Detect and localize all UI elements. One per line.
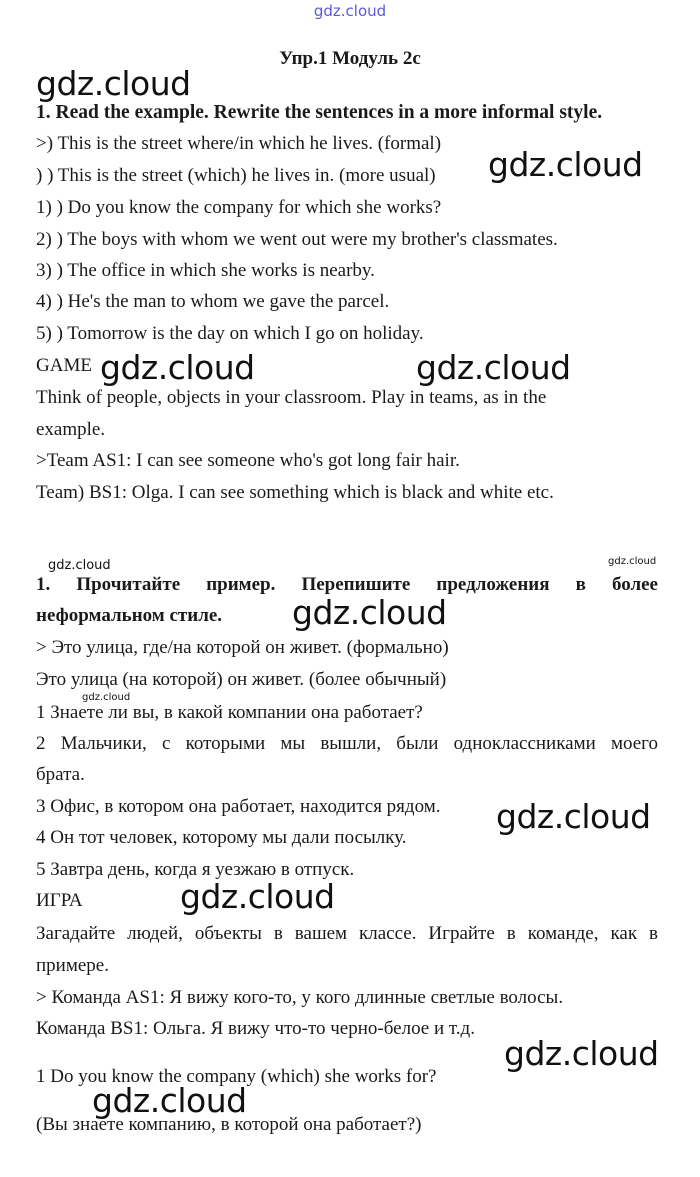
watermark: gdz.cloud: [608, 556, 657, 567]
watermark: gdz.cloud: [292, 593, 447, 632]
english-item-4: 4) ) He's the man to whom we gave the parcel.: [36, 291, 390, 312]
watermark: gdz.cloud: [416, 348, 571, 387]
russian-item-2-line-2: брата.: [36, 764, 85, 785]
watermark: gdz.cloud: [504, 1034, 659, 1073]
watermark: gdz.cloud: [100, 348, 255, 387]
russian-item-3: 3 Офис, в котором она работает, находится рядом.: [36, 796, 441, 817]
russian-item-4: 4 Он тот человек, которому мы дали посылку.: [36, 827, 407, 848]
russian-team-a: > Команда AS1: Я вижу кого-то, у кого длинные светлые волосы.: [36, 987, 564, 1008]
russian-game-instruction-line-1: Загадайте людей, объекты в вашем классе. Играйте в команде, как в: [36, 923, 658, 944]
russian-item-1: 1 Знаете ли вы, в какой компании она работает?: [36, 702, 423, 723]
english-team-a: >Team AS1: I can see someone who's got long fair hair.: [36, 450, 460, 471]
watermark: gdz.cloud: [82, 692, 131, 703]
english-item-3: 3) ) The office in which she works is nearby.: [36, 260, 375, 281]
russian-heading-line-2: неформальном стиле.: [36, 605, 223, 626]
russian-game-label: ИГРА: [36, 890, 83, 911]
russian-item-5: 5 Завтра день, когда я уезжаю в отпуск.: [36, 859, 355, 880]
watermark: gdz.cloud: [92, 1081, 247, 1120]
russian-game-instruction-line-2: примере.: [36, 955, 109, 976]
russian-example-formal: > Это улица, где/на которой он живет. (формально): [36, 637, 449, 658]
top-watermark: gdz.cloud: [313, 2, 387, 20]
english-example-usual: ) ) This is the street (which) he lives in. (more usual): [36, 165, 436, 186]
russian-heading-line-1: 1. Прочитайте пример. Перепишите предложения в более: [36, 574, 658, 595]
watermark: gdz.cloud: [488, 145, 643, 184]
english-item-2: 2) ) The boys with whom we went out were my brother's classmates.: [36, 229, 558, 250]
russian-team-b: Команда BS1: Ольга. Я вижу что-то черно-белое и т.д.: [36, 1018, 475, 1039]
page-title: Упр.1 Модуль 2c: [279, 48, 421, 69]
russian-item-2-line-1: 2 Мальчики, с которыми мы вышли, были одноклассниками моего: [36, 733, 658, 754]
english-game-instruction-line-2: example.: [36, 419, 106, 440]
watermark: gdz.cloud: [180, 877, 335, 916]
english-game-instruction-line-1: Think of people, objects in your classroom. Play in teams, as in the: [36, 387, 547, 408]
answer-russian: (Вы знаете компанию, в которой она работает?): [36, 1114, 422, 1135]
watermark: gdz.cloud: [496, 797, 651, 836]
answer-english: 1 Do you know the company (which) she works for?: [36, 1066, 437, 1087]
english-example-formal: >) This is the street where/in which he lives. (formal): [36, 133, 442, 154]
english-heading: 1. Read the example. Rewrite the sentences in a more informal style.: [36, 102, 603, 123]
watermark: gdz.cloud: [36, 64, 191, 103]
english-item-5: 5) ) Tomorrow is the day on which I go on holiday.: [36, 323, 424, 344]
russian-example-usual: Это улица (на которой) он живет. (более обычный): [36, 669, 447, 690]
english-team-b: Team) BS1: Olga. I can see something which is black and white etc.: [36, 482, 554, 503]
english-game-label: GAME: [36, 355, 92, 376]
watermark: gdz.cloud: [48, 558, 111, 573]
english-item-1: 1) ) Do you know the company for which she works?: [36, 197, 442, 218]
